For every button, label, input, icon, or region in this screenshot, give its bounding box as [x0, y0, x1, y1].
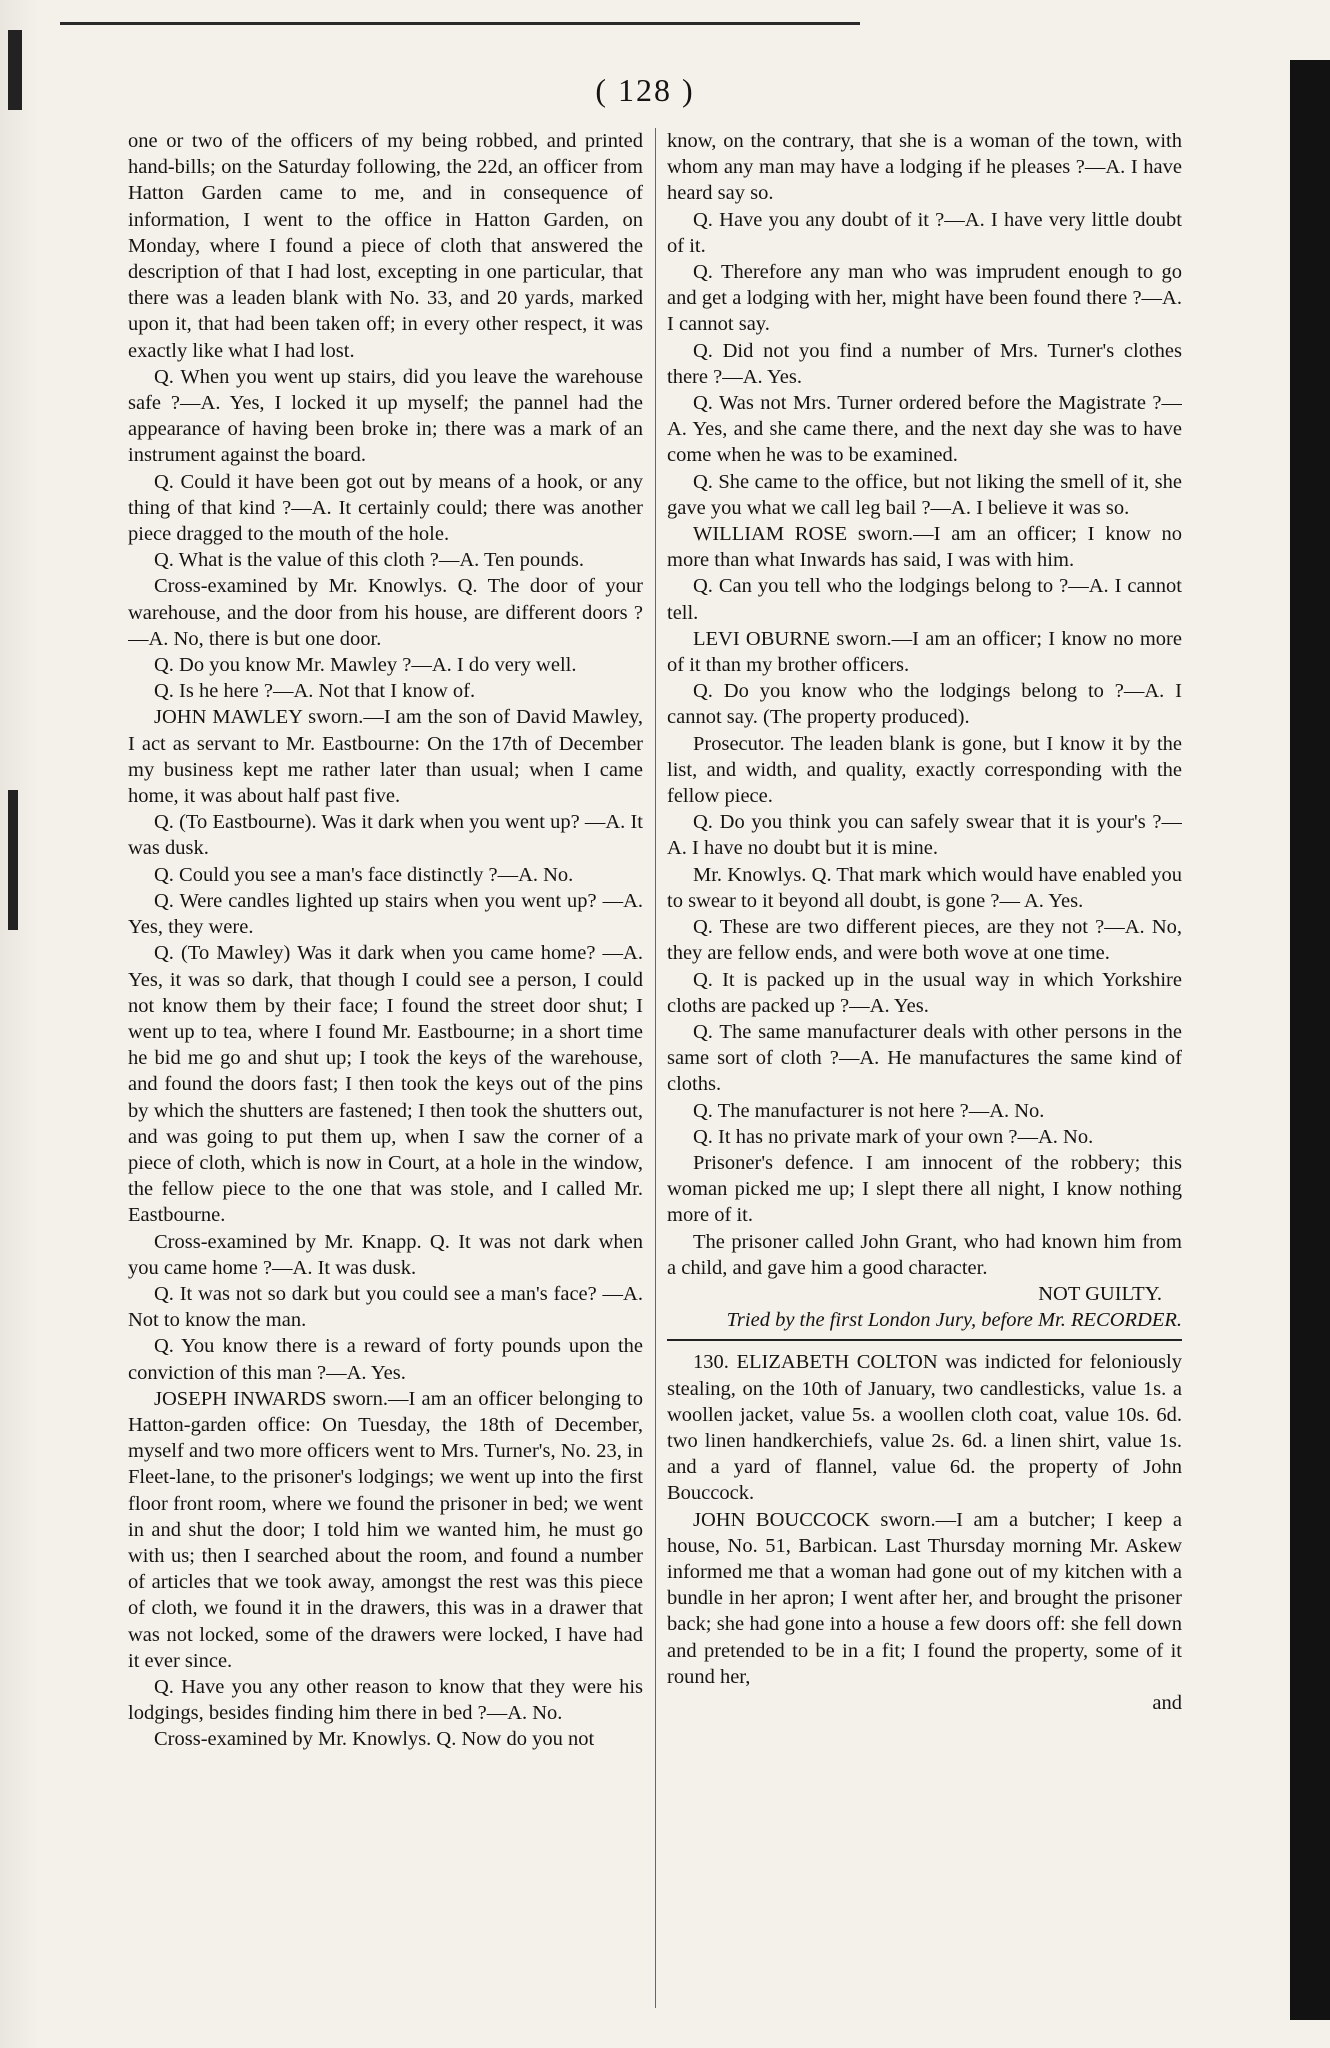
paragraph: Q. Therefore any man who was imprudent enough to go and get a lodging with her, might have been found there ?—A. I cannot say.: [667, 261, 1182, 336]
paragraph: Cross-examined by Mr. Knowlys. Q. The door of your warehouse, and the door from his house, are different doors ?—A. No, there is but one door.: [128, 575, 643, 650]
paragraph: Prosecutor. The leaden blank is gone, but I know it by the list, and width, and quality, exactly corresponding with the fellow piece.: [667, 732, 1182, 808]
paragraph: WILLIAM ROSE sworn.—I am an officer; I know no more than what Inwards has said, I was with him.: [667, 523, 1182, 572]
paragraph: Q. These are two different pieces, are they not ?—A. No, they are fellow ends, and were both wove at one time.: [667, 916, 1182, 965]
page-number: ( 128 ): [595, 72, 695, 108]
paragraph: know, on the contrary, that she is a woman of the town, with whom any man may have a lodging if he pleases ?—A. I have heard say so.: [667, 130, 1182, 205]
paragraph: JOHN BOUCCOCK sworn.—I am a butcher; I keep a house, No. 51, Barbican. Last Thursday morning Mr. Askew informed me that a woman had gone out of my kitchen with a bundle in her apron; I went after her, and brought the prisoner back; she had gone into a house a few doors off: she fell down and pretended to be in a fit; I found the property, some of it round her,: [667, 1508, 1182, 1688]
paragraph: Q. Could you see a man's face distinctly ?—A. No.: [154, 863, 574, 886]
paragraph: Q. What is the value of this cloth ?—A. Ten pounds.: [154, 549, 584, 572]
paragraph: Q. Did not you find a number of Mrs. Turner's clothes there ?—A. Yes.: [667, 339, 1182, 388]
paragraph: Q. The manufacturer is not here ?—A. No.: [693, 1099, 1045, 1122]
paragraph: Q. (To Eastbourne). Was it dark when you went up? —A. It was dusk.: [128, 811, 643, 860]
paragraph: The prisoner called John Grant, who had known him from a child, and gave him a good character.: [667, 1230, 1182, 1279]
paragraph: Q. Do you know who the lodgings belong to ?—A. I cannot say. (The property produced).: [667, 680, 1182, 729]
column-divider: [655, 128, 656, 2008]
section-rule: [667, 1339, 1182, 1341]
paragraph: Q. Can you tell who the lodgings belong to ?—A. I cannot tell.: [667, 575, 1182, 624]
paragraph: Q. It was not so dark but you could see a man's face? —A. Not to know the man.: [128, 1282, 643, 1332]
paragraph: Prisoner's defence. I am innocent of the robbery; this woman picked me up; I slept there all night, I know nothing more of it.: [667, 1151, 1182, 1227]
right-column: [667, 128, 1182, 2008]
top-rule: [60, 22, 860, 25]
left-column: [128, 128, 643, 2008]
paragraph: Q. (To Mawley) Was it dark when you came home? —A. Yes, it was so dark, that though I could see a person, I could not know them by their face; I found the street door shut; I went up to tea, where I found Mr. Eastbourne; in a short time he bid me go and shut up; I took the keys of the warehouse, and found the doors fast; I then took the keys out of the pins by which the shutters are fastened; I then took the shutters out, and was going to put them up, when I saw the corner of a piece of cloth, which is now in Court, at a hole in the window, the fellow piece to the one that was stole, and I called Mr. Eastbourne.: [128, 942, 643, 1227]
paragraph: Q. Have you any other reason to know that they were his lodgings, besides finding him there in bed ?—A. No.: [128, 1675, 643, 1725]
scan-edge-left: [0, 0, 40, 2048]
catchword: and: [1152, 1691, 1182, 1714]
paragraph: JOHN MAWLEY sworn.—I am the son of David Mawley, I act as servant to Mr. Eastbourne: On the 17th of December my business kept me rather later than usual; when I came home, it was about half past five.: [128, 706, 643, 808]
paragraph: Mr. Knowlys. Q. That mark which would have enabled you to swear to it beyond all doubt, is gone ?— A. Yes.: [667, 863, 1182, 912]
paragraph: Q. Is he here ?—A. Not that I know of.: [154, 680, 476, 703]
verdict: NOT GUILTY.: [1038, 1282, 1162, 1305]
paragraph: Cross-examined by Mr. Knapp. Q. It was not dark when you came home ?—A. It was dusk.: [128, 1230, 643, 1279]
paragraph: 130. ELIZABETH COLTON was indicted for feloniously stealing, on the 10th of January, two candlesticks, value 1s. a woollen jacket, value 5s. a woollen cloth coat, value 10s. 6d. two linen handkerchiefs, value 2s. 6d. a linen shirt, value 1s. and a yard of flannel, value 6d. the property of John Bouccock.: [667, 1351, 1182, 1505]
paragraph: Cross-examined by Mr. Knowlys. Q. Now do you not: [154, 1728, 595, 1751]
paragraph: Q. Were candles lighted up stairs when you went up? —A. Yes, they were.: [128, 889, 643, 939]
paragraph: Q. Was not Mrs. Turner ordered before the Magistrate ?—A. Yes, and she came there, and the next day she was to have come when he was to be examined.: [667, 392, 1182, 467]
paragraph: one or two of the officers of my being robbed, and printed hand-bills; on the Saturday following, the 22d, an officer from Hatton Garden came to me, and in consequence of information, I went to the office in Hatton Garden, on Monday, where I found a piece of cloth that answered the description of that I had lost, excepting in one particular, that there was a leaden blank with No. 33, and 20 yards, marked upon it, that had been taken off; in every other respect, it was exactly like what I had lost.: [128, 130, 643, 362]
paragraph: Q. It has no private mark of your own ?—A. No.: [693, 1125, 1094, 1148]
paragraph: Q. When you went up stairs, did you leave the warehouse safe ?—A. Yes, I locked it up myself; the pannel had the appearance of having been broke in; there was a mark of an instrument against the board.: [128, 365, 643, 467]
paragraph: Q. The same manufacturer deals with other persons in the same sort of cloth ?—A. He manufactures the same kind of cloths.: [667, 1020, 1182, 1096]
scan-edge-right: [1290, 60, 1330, 2020]
paragraph: Q. Could it have been got out by means of a hook, or any thing of that kind ?—A. It certainly could; there was another piece dragged to the mouth of the hole.: [128, 470, 643, 546]
paragraph: Q. She came to the office, but not liking the smell of it, she gave you what we call leg bail ?—A. I believe it was so.: [667, 470, 1182, 519]
paragraph: Q. Have you any doubt of it ?—A. I have very little doubt of it.: [667, 208, 1182, 257]
paragraph: Q. It is packed up in the usual way in which Yorkshire cloths are packed up ?—A. Yes.: [667, 968, 1182, 1017]
paragraph: Q. Do you know Mr. Mawley ?—A. I do very well.: [154, 654, 577, 677]
paragraph: JOSEPH INWARDS sworn.—I am an officer belonging to Hatton-garden office: On Tuesday, the 18th of December, myself and two more officers went to Mrs. Turner's, No. 23, in Fleet-lane, to the prisoner's lodgings; we went up into the first floor front room, where we found the prisoner in bed; we went in and shut the door; I told him we wanted him, he must go with us; then I searched about the room, and found a number of articles that we took away, amongst the rest was this piece of cloth, we found it in the drawers, this was in a drawer that was not locked, some of the drawers were locked, I have had it ever since.: [128, 1387, 643, 1672]
scan-mark: [8, 790, 18, 930]
paragraph: Q. You know there is a reward of forty pounds upon the conviction of this man ?—A. Yes.: [128, 1335, 643, 1384]
paragraph: Q. Do you think you can safely swear that it is your's ?—A. I have no doubt but it is mine.: [667, 811, 1182, 860]
tried-by-line: Tried by the first London Jury, before Mr. RECORDER.: [726, 1309, 1182, 1332]
paragraph: LEVI OBURNE sworn.—I am an officer; I know no more of it than my brother officers.: [667, 627, 1182, 677]
